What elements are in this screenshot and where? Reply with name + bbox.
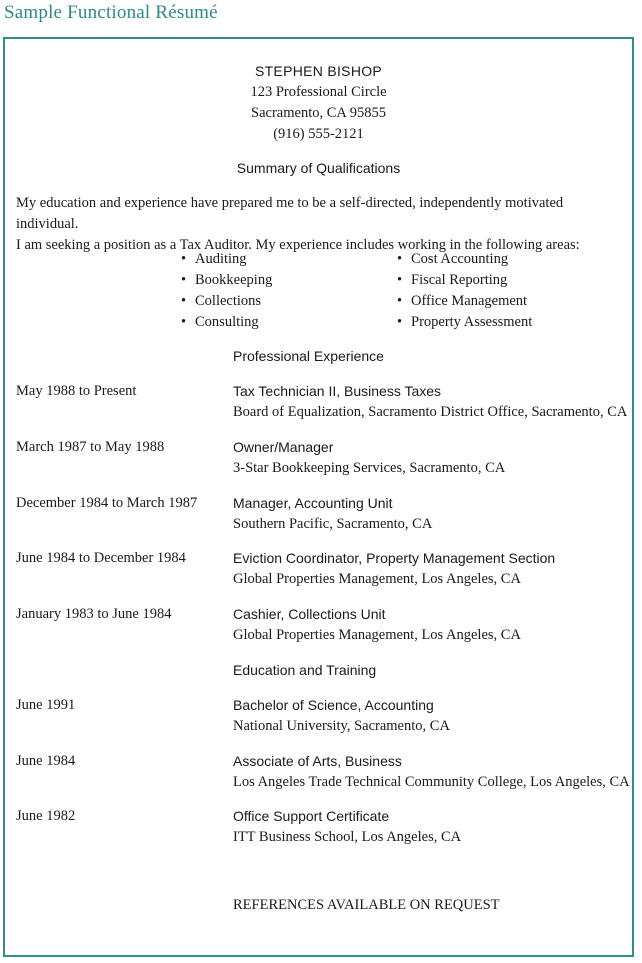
bullet-icon: •: [397, 314, 403, 330]
summary-text: [16, 193, 624, 256]
areas-list-left: [181, 249, 272, 333]
entry-degree: Bachelor of Science, Accounting: [233, 697, 434, 713]
list-item: • Collections: [181, 291, 272, 312]
applicant-name: STEPHEN BISHOP: [254, 63, 383, 79]
entry-date: June 1984 to December 1984: [16, 550, 186, 566]
areas-list-right: [397, 249, 532, 333]
bullet-icon: •: [397, 272, 403, 288]
resume-header: [5, 61, 632, 145]
entry-organization: 3-Star Bookkeeping Services, Sacramento, CA: [233, 460, 506, 476]
entry-role: Tax Technician II, Business Taxes: [233, 383, 442, 399]
experience-entry: [16, 439, 628, 483]
phone-number: (916) 555-2121: [273, 126, 364, 142]
bullet-icon: •: [181, 272, 187, 288]
education-entry: [16, 808, 628, 852]
summary-line-2: I am seeking a position as a Tax Auditor. My experience includes working in the following areas:: [16, 237, 580, 253]
entry-date: June 1991: [16, 697, 76, 713]
bullet-icon: •: [397, 293, 403, 309]
entry-role: Cashier, Collections Unit: [233, 606, 386, 622]
address-line-2: Sacramento, CA 95855: [251, 105, 386, 121]
experience-entry: [16, 383, 628, 427]
bullet-icon: •: [181, 314, 187, 330]
entry-date: December 1984 to March 1987: [16, 495, 198, 511]
list-item: • Bookkeeping: [181, 270, 272, 291]
entry-date: June 1982: [16, 808, 76, 824]
list-item: • Auditing: [181, 249, 272, 270]
entry-institution: Los Angeles Trade Technical Community College, Los Angeles, CA: [233, 774, 630, 790]
list-item: • Cost Accounting: [397, 249, 532, 270]
entry-date: March 1987 to May 1988: [16, 439, 165, 455]
entry-degree: Office Support Certificate: [233, 808, 390, 824]
experience-entry: [16, 550, 628, 594]
entry-institution: National University, Sacramento, CA: [233, 718, 450, 734]
bullet-icon: •: [397, 251, 403, 267]
experience-heading: Professional Experience: [233, 348, 384, 364]
entry-date: May 1988 to Present: [16, 383, 137, 399]
summary-line-1: My education and experience have prepared me to be a self-directed, independently motivated individual.: [16, 195, 564, 232]
entry-role: Manager, Accounting Unit: [233, 495, 393, 511]
bullet-icon: •: [181, 293, 187, 309]
address-line-1: 123 Professional Circle: [250, 84, 387, 100]
list-item: • Fiscal Reporting: [397, 270, 532, 291]
resume-frame: [3, 37, 634, 957]
education-heading: Education and Training: [233, 662, 377, 678]
entry-organization: Board of Equalization, Sacramento District Office, Sacramento, CA: [233, 404, 628, 420]
list-item: • Consulting: [181, 312, 272, 333]
entry-organization: Southern Pacific, Sacramento, CA: [233, 516, 433, 532]
experience-entry: [16, 606, 628, 650]
entry-organization: Global Properties Management, Los Angeles, CA: [233, 571, 521, 587]
education-entry: [16, 753, 628, 797]
references-note: REFERENCES AVAILABLE ON REQUEST: [233, 897, 500, 913]
entry-date: June 1984: [16, 753, 76, 769]
experience-entry: [16, 495, 628, 539]
summary-heading: Summary of Qualifications: [236, 160, 401, 176]
entry-role: Owner/Manager: [233, 439, 334, 455]
bullet-icon: •: [181, 251, 187, 267]
list-item: • Office Management: [397, 291, 532, 312]
entry-institution: ITT Business School, Los Angeles, CA: [233, 829, 462, 845]
entry-date: January 1983 to June 1984: [16, 606, 172, 622]
page-title: Sample Functional Résumé: [4, 2, 218, 23]
entry-degree: Associate of Arts, Business: [233, 753, 402, 769]
education-entry: [16, 697, 628, 741]
list-item: • Property Assessment: [397, 312, 532, 333]
entry-role: Eviction Coordinator, Property Management Section: [233, 550, 556, 566]
entry-organization: Global Properties Management, Los Angeles, CA: [233, 627, 521, 643]
